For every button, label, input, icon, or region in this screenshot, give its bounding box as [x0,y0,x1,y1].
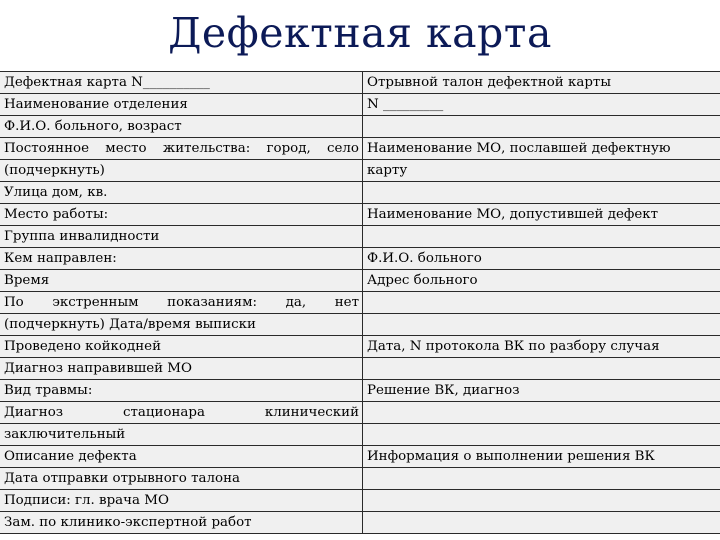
right-cell [363,116,720,138]
left-cell [0,182,363,204]
left-cell [0,446,363,468]
field-label: Описание дефекта [4,449,137,464]
right-cell [363,292,720,314]
table-row [0,204,720,226]
left-cell [0,380,363,402]
table-row [0,116,720,138]
left-cell [0,138,363,160]
right-cell [363,468,720,490]
table-row [0,380,720,402]
left-cell [0,94,363,116]
field-label: Кем направлен: [4,251,117,266]
talon-label: Ф.И.О. больного [367,251,482,266]
talon-label: карту [367,163,408,178]
left-cell [0,270,363,292]
field-label: заключительный [4,427,126,442]
table-row [0,72,720,94]
left-cell [0,72,363,94]
talon-label: Решение ВК, диагноз [367,383,520,398]
left-cell [0,402,363,424]
field-label: Постоянное место жительства: город, село [4,141,359,156]
left-cell [0,204,363,226]
talon-label: Адрес больного [367,273,478,288]
left-cell [0,336,363,358]
left-cell [0,468,363,490]
left-cell [0,358,363,380]
right-cell [363,446,720,468]
table-row [0,468,720,490]
right-cell [363,336,720,358]
table-row [0,314,720,336]
field-label: По экстренным показаниям: да, нет [4,295,359,310]
right-cell [363,358,720,380]
talon-label: Наименование МО, допустившей дефект [367,207,659,222]
talon-label: Наименование МО, пославшей дефектную [367,141,671,156]
table-row [0,490,720,512]
left-cell [0,314,363,336]
field-label: Улица дом, кв. [4,185,108,200]
right-cell [363,94,720,116]
field-label: Время [4,273,50,288]
right-cell [363,248,720,270]
right-cell [363,138,720,160]
table-row [0,248,720,270]
right-cell [363,226,720,248]
field-label: Место работы: [4,207,109,222]
right-cell [363,182,720,204]
table-row [0,226,720,248]
field-label: (подчеркнуть) Дата/время выписки [4,317,256,332]
left-cell [0,248,363,270]
table-row [0,160,720,182]
right-cell [363,270,720,292]
field-label: (подчеркнуть) [4,163,105,178]
field-label: Зам. по клинико-экспертной работ [4,515,252,530]
right-cell [363,160,720,182]
field-label: Вид травмы: [4,383,93,398]
field-label: Подписи: гл. врача МО [4,493,169,508]
table-row [0,512,720,534]
right-cell [363,512,720,534]
field-label: Дефектная карта N__________ [4,75,210,90]
left-cell [0,116,363,138]
table-row [0,292,720,314]
field-label: Диагноз направившей МО [4,361,192,376]
table-row [0,446,720,468]
table-row [0,402,720,424]
table-row [0,336,720,358]
table-row [0,270,720,292]
left-cell [0,226,363,248]
left-cell [0,424,363,446]
right-cell [363,72,720,94]
right-cell [363,380,720,402]
talon-label: Информация о выполнении решения ВК [367,449,655,464]
field-label: Проведено койкодней [4,339,161,354]
field-label: Дата отправки отрывного талона [4,471,240,486]
table-row [0,94,720,116]
field-label: Группа инвалидности [4,229,160,244]
table-row [0,358,720,380]
right-cell [363,204,720,226]
right-cell [363,314,720,336]
right-cell [363,490,720,512]
right-cell [363,424,720,446]
defect-card-table [0,71,720,534]
field-label: Диагноз стационара клинический [4,405,359,420]
field-label: Ф.И.О. больного, возраст [4,119,182,134]
talon-label: Отрывной талон дефектной карты [367,75,611,90]
page-title: Дефектная карта [168,9,552,57]
table-row [0,424,720,446]
talon-label: N _________ [367,97,444,112]
left-cell [0,490,363,512]
table-row [0,182,720,204]
table-row [0,138,720,160]
left-cell [0,160,363,182]
left-cell [0,292,363,314]
left-cell [0,512,363,534]
right-cell [363,402,720,424]
talon-label: Дата, N протокола ВК по разбору случая [367,339,660,354]
field-label: Наименование отделения [4,97,188,112]
